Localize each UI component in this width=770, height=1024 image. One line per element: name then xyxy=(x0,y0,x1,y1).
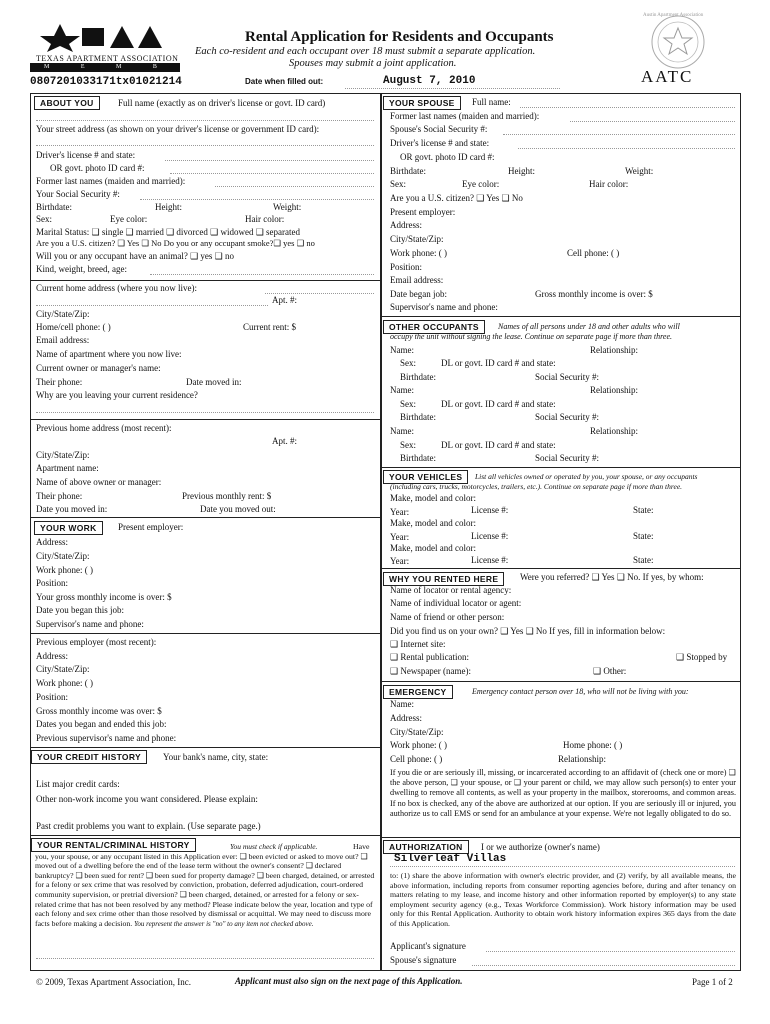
why-locator: Name of locator or rental agency: xyxy=(390,585,512,595)
previous-apt-name: Apartment name: xyxy=(36,463,99,473)
emergency-cell-phone: Cell phone: ( ) xyxy=(390,754,443,764)
occupants-note-2: occupy the unit without signing the lease. Continue on separate page if more than three. xyxy=(390,332,673,341)
date-label: Date when filled out: xyxy=(245,77,324,86)
occ2-name: Name: xyxy=(390,385,414,395)
spouse-weight: Weight: xyxy=(625,166,654,176)
occ3-dl: DL or govt. ID card # and state: xyxy=(441,440,556,450)
veh3-make: Make, model and color: xyxy=(390,543,476,553)
why-publication[interactable]: ❑ Rental publication: xyxy=(390,652,470,662)
work-address: Address: xyxy=(36,537,68,547)
emergency-name: Name: xyxy=(390,699,414,709)
veh2-make: Make, model and color: xyxy=(390,518,476,528)
spouse-govt-id: OR govt. photo ID card #: xyxy=(400,152,495,162)
current-owner: Current owner or manager's name: xyxy=(36,363,161,373)
current-phone: Home/cell phone: ( ) xyxy=(36,322,111,332)
current-email: Email address: xyxy=(36,335,90,345)
spouse-address: Address: xyxy=(390,220,422,230)
previous-moved-out: Date you moved out: xyxy=(200,504,276,514)
work-heading: YOUR WORK xyxy=(34,521,103,535)
occ1-relationship: Relationship: xyxy=(590,345,638,355)
why-newspaper[interactable]: ❑ Newspaper (name): xyxy=(390,666,472,676)
current-address-input[interactable] xyxy=(265,293,374,294)
why-indiv: Name of individual locator or agent: xyxy=(390,598,522,608)
veh3-year: Year: xyxy=(390,556,410,566)
occ2-sex: Sex: xyxy=(400,399,417,409)
current-apt: Apt. #: xyxy=(272,295,298,305)
logo-sub-text: TEXAS APARTMENT ASSOCIATION xyxy=(36,54,179,63)
spouse-csz: City/State/Zip: xyxy=(390,234,444,244)
why-referred[interactable]: Were you referred? ❑ Yes ❑ No. If yes, by whom: xyxy=(520,572,704,582)
veh1-state: State: xyxy=(633,505,654,515)
vehicles-note-2: (including cars, trucks, motorcycles, trailers, etc.). Continue on separate page if more than three. xyxy=(390,482,683,491)
veh3-license: License #: xyxy=(471,555,509,565)
previous-moved-in: Date you moved in: xyxy=(36,504,108,514)
emergency-heading: EMERGENCY xyxy=(383,685,453,699)
footer-page: Page 1 of 2 xyxy=(692,977,733,987)
spouse-cell-phone: Cell phone: ( ) xyxy=(567,248,620,258)
about-heading: ABOUT YOU xyxy=(34,96,100,110)
about-height: Height: xyxy=(155,202,182,212)
why-friend: Name of friend or other person: xyxy=(390,612,505,622)
work-position: Position: xyxy=(36,578,69,588)
work-began: Date you began this job: xyxy=(36,605,124,615)
previous-owner: Name of above owner or manager: xyxy=(36,477,162,487)
authorization-we: I or we authorize (owner's name) xyxy=(481,842,600,852)
current-apt-name: Name of apartment where you now live: xyxy=(36,349,182,359)
credit-heading: YOUR CREDIT HISTORY xyxy=(31,750,147,764)
occ2-relationship: Relationship: xyxy=(590,385,638,395)
seal-letters: AATC xyxy=(641,67,694,86)
occupants-heading: OTHER OCCUPANTS xyxy=(383,320,485,334)
authorization-owner[interactable]: Silverleaf Villas xyxy=(394,853,507,865)
emergency-work-phone: Work phone: ( ) xyxy=(390,740,448,750)
spouse-name-input[interactable] xyxy=(520,107,735,108)
about-license: Driver's license # and state: xyxy=(36,150,136,160)
ssn-input[interactable] xyxy=(140,199,374,200)
spouse-income: Gross monthly income is over: $ xyxy=(535,289,653,299)
occ1-sex: Sex: xyxy=(400,358,417,368)
occ3-sex: Sex: xyxy=(400,440,417,450)
applicant-signature: Applicant's signature xyxy=(390,941,466,951)
texas-star-logo-icon xyxy=(30,22,180,52)
about-weight: Weight: xyxy=(273,202,302,212)
spouse-former: Former last names (maiden and married): xyxy=(390,111,540,121)
spouse-employer: Present employer: xyxy=(390,207,456,217)
taa-logo xyxy=(30,22,243,70)
work-prev-csz: City/State/Zip: xyxy=(36,664,90,674)
spouse-began: Date began job: xyxy=(390,289,447,299)
occ1-name: Name: xyxy=(390,345,414,355)
emergency-relationship: Relationship: xyxy=(558,754,606,764)
credit-cards: List major credit cards: xyxy=(36,779,120,789)
footer-copyright: © 2009, Texas Apartment Association, Inc. xyxy=(36,977,192,987)
work-prev-supervisor: Previous supervisor's name and phone: xyxy=(36,733,177,743)
occ2-birthdate: Birthdate: xyxy=(400,412,436,422)
occ1-dl: DL or govt. ID card # and state: xyxy=(441,358,556,368)
criminal-note: You must check if applicable. xyxy=(230,842,318,851)
occ2-ssn: Social Security #: xyxy=(535,412,599,422)
emergency-address: Address: xyxy=(390,713,422,723)
street-input[interactable] xyxy=(36,145,374,146)
spouse-hair: Hair color: xyxy=(589,179,629,189)
previous-their-phone: Their phone: xyxy=(36,491,83,501)
current-why: Why are you leaving your current residence? xyxy=(36,390,198,400)
spouse-work-phone: Work phone: ( ) xyxy=(390,248,448,258)
form-id: 0807201033171tx01021214 xyxy=(30,76,182,88)
work-prev-address: Address: xyxy=(36,651,68,661)
current-moved-in: Date moved in: xyxy=(186,377,242,387)
spouse-sex: Sex: xyxy=(390,179,407,189)
about-govt-id: OR govt. photo ID card #: xyxy=(50,163,145,173)
previous-rent: Previous monthly rent: $ xyxy=(182,491,272,501)
work-dates: Dates you began and ended this job: xyxy=(36,719,167,729)
previous-address: Previous home address (most recent): xyxy=(36,423,172,433)
spouse-signature-line[interactable] xyxy=(472,965,735,966)
page-subtitle-1: Each co-resident and each occupant over 18 must submit a separate application. xyxy=(195,46,536,57)
authorization-heading: AUTHORIZATION xyxy=(383,840,469,854)
occ3-relationship: Relationship: xyxy=(590,426,638,436)
occ2-dl: DL or govt. ID card # and state: xyxy=(441,399,556,409)
work-prev-employer: Previous employer (most recent): xyxy=(36,637,157,647)
former-input[interactable] xyxy=(215,186,374,187)
occ3-ssn: Social Security #: xyxy=(535,453,599,463)
spouse-email: Email address: xyxy=(390,275,444,285)
occ1-birthdate: Birthdate: xyxy=(400,372,436,382)
veh3-state: State: xyxy=(633,555,654,565)
current-address: Current home address (where you now live): xyxy=(36,283,197,293)
current-csz: City/State/Zip: xyxy=(36,309,90,319)
why-own[interactable]: Did you find us on your own? ❑ Yes ❑ No If yes, fill in information below: xyxy=(390,626,666,636)
work-csz: City/State/Zip: xyxy=(36,551,90,561)
occ3-birthdate: Birthdate: xyxy=(400,453,436,463)
emergency-note: Emergency contact person over 18, who will not be living with you: xyxy=(472,687,689,696)
page-title: Rental Application for Residents and Occupants xyxy=(245,29,554,45)
emergency-csz: City/State/Zip: xyxy=(390,727,444,737)
date-value[interactable]: August 7, 2010 xyxy=(383,75,476,87)
credit-problems: Past credit problems you want to explain. (Use separate page.) xyxy=(36,821,261,831)
veh1-make: Make, model and color: xyxy=(390,493,476,503)
work-employer: Present employer: xyxy=(118,522,184,532)
why-other[interactable]: ❑ Other: xyxy=(593,666,627,676)
about-animal[interactable]: Will you or any occupant have an animal? ❑ yes ❑ no xyxy=(36,251,234,261)
spouse-full-name: Full name: xyxy=(472,97,511,107)
current-rent: Current rent: $ xyxy=(243,322,296,332)
vehicles-heading: YOUR VEHICLES xyxy=(383,470,468,484)
footer-note: Applicant must also sign on the next page of this Application. xyxy=(235,976,463,986)
occ1-ssn: Social Security #: xyxy=(535,372,599,382)
criminal-italic-tail: You represent the answer is "no" to any item not checked above. xyxy=(134,919,314,928)
applicant-signature-line[interactable] xyxy=(486,951,735,952)
spouse-ssn: Spouse's Social Security #: xyxy=(390,124,488,134)
about-citizen[interactable]: Are you a U.S. citizen? ❑ Yes ❑ No Do you or any occupant smoke?❑ yes ❑ no xyxy=(36,238,315,248)
criminal-heading: YOUR RENTAL/CRIMINAL HISTORY xyxy=(31,838,196,852)
spouse-eye: Eye color: xyxy=(462,179,500,189)
spouse-license-input[interactable] xyxy=(518,148,735,149)
about-birthdate: Birthdate: xyxy=(36,202,72,212)
about-eye: Eye color: xyxy=(110,214,148,224)
why-stopped[interactable]: ❑ Stopped by xyxy=(676,652,728,662)
work-supervisor: Supervisor's name and phone: xyxy=(36,619,144,629)
full-name-input[interactable] xyxy=(36,120,374,121)
previous-apt: Apt. #: xyxy=(272,436,298,446)
about-former: Former last names (maiden and married): xyxy=(36,176,186,186)
why-internet[interactable]: ❑ Internet site: xyxy=(390,639,446,649)
emergency-paragraph[interactable]: If you die or are seriously ill, missing, or incarcerated according to an affidavit of (check one or more) ❑ the above person, ❑ your spouse, or ❑ your parent or child, we may allow such person(s) to enter your dwelling to remove all contents, as well as your property in the mailbox, storerooms, and common areas. If no box is checked, any of the above are authorized at our option. If you are seriously ill or injured, you authorize us to call EMS or send for an ambulance at your expense. We're not legally obligated to do so. xyxy=(390,768,736,818)
about-marital[interactable]: Marital Status: ❑ single ❑ married ❑ divorced ❑ widowed ❑ separated xyxy=(36,227,301,237)
about-street: Your street address (as shown on your driver's license or government ID card): xyxy=(36,124,320,134)
kind-input[interactable] xyxy=(150,274,374,275)
work-phone: Work phone: ( ) xyxy=(36,565,94,575)
work-income: Your gross monthly income is over: $ xyxy=(36,592,172,602)
occ3-name: Name: xyxy=(390,426,414,436)
why-input[interactable] xyxy=(36,412,374,413)
spouse-heading: YOUR SPOUSE xyxy=(383,96,461,110)
spouse-license: Driver's license # and state: xyxy=(390,138,490,148)
criminal-input-1[interactable] xyxy=(36,958,374,959)
occupants-note-1: Names of all persons under 18 and other adults who will xyxy=(498,322,680,331)
about-sex: Sex: xyxy=(36,214,53,224)
veh2-year: Year: xyxy=(390,532,410,542)
authorization-paragraph: to: (1) share the above information with owner's electric provider, and (2) verify, by all available means, the above information, including reports from consumer reporting agencies before, during and after tenancy on matters relating to my lease, and income history and other information reported by employer(s) to any state employment security agency (e.g., Texas Workforce Commission). Work history information may be used only for this Rental Application. Authority to obtain work history information expires 365 days from the date of this Application. xyxy=(390,871,736,928)
spouse-citizen[interactable]: Are you a U.S. citizen? ❑ Yes ❑ No xyxy=(390,193,523,203)
spouse-former-input[interactable] xyxy=(570,121,735,122)
why-heading: WHY YOU RENTED HERE xyxy=(383,572,504,586)
about-full-name: Full name (exactly as on driver's license or govt. ID card) xyxy=(118,98,326,108)
current-their-phone: Their phone: xyxy=(36,377,83,387)
work-prev-position: Position: xyxy=(36,692,69,702)
veh1-year: Year: xyxy=(390,507,410,517)
vehicles-note-1: List all vehicles owned or operated by you, your spouse, or any occupants xyxy=(475,472,698,481)
about-kind: Kind, weight, breed, age: xyxy=(36,264,127,274)
center-divider xyxy=(380,93,382,971)
work-prev-income: Gross monthly income was over: $ xyxy=(36,706,162,716)
aatc-seal xyxy=(633,10,723,88)
spouse-birthdate: Birthdate: xyxy=(390,166,426,176)
about-hair: Hair color: xyxy=(245,214,285,224)
veh1-license: License #: xyxy=(471,505,509,515)
about-ssn: Your Social Security #: xyxy=(36,189,120,199)
license-input[interactable] xyxy=(165,160,374,161)
page-subtitle-2: Spouses may submit a joint application. xyxy=(289,58,457,69)
previous-csz: City/State/Zip: xyxy=(36,450,90,460)
spouse-position: Position: xyxy=(390,262,423,272)
spouse-ssn-input[interactable] xyxy=(503,134,735,135)
spouse-supervisor: Supervisor's name and phone: xyxy=(390,302,498,312)
spouse-height: Height: xyxy=(508,166,535,176)
credit-other-income: Other non-work income you want considered. Please explain: xyxy=(36,794,258,804)
veh2-state: State: xyxy=(633,531,654,541)
emergency-home-phone: Home phone: ( ) xyxy=(563,740,623,750)
criminal-text[interactable]: Have you, your spouse, or any occupant listed in this Application ever: ❑ been evicted or asked to move out? ❑ moved out of a dwelling before the end of the lease term without the owner's consent? ❑ declared bankruptcy? ❑ been sued for rent? ❑ been sued for property damage? ❑ been charged, detained, or arrested for a felony or sex crime that was resolved by conviction, probation, deferred adjudication, court-ordered community supervision, or pretrial diversion? ❑ been charged, detained, or arrested for a felony or sex-related crime that has not been resolved by any method? Please indicate below the year, location and type of each felony and sex crime other than those resolved by dismissal or acquittal. We may need to discuss more facts before making a decision. You represent the answer is "no" to any item not checked above. xyxy=(35,842,375,928)
spouse-signature: Spouse's signature xyxy=(390,955,457,965)
seal-text: Austin Apartment Association xyxy=(643,13,704,18)
govt-id-input[interactable] xyxy=(170,173,374,174)
logo-member-text: M E M B E R xyxy=(44,64,243,70)
veh2-license: License #: xyxy=(471,531,509,541)
work-prev-phone: Work phone: ( ) xyxy=(36,678,94,688)
credit-bank: Your bank's name, city, state: xyxy=(163,752,269,762)
current-apt-input[interactable] xyxy=(36,305,268,306)
